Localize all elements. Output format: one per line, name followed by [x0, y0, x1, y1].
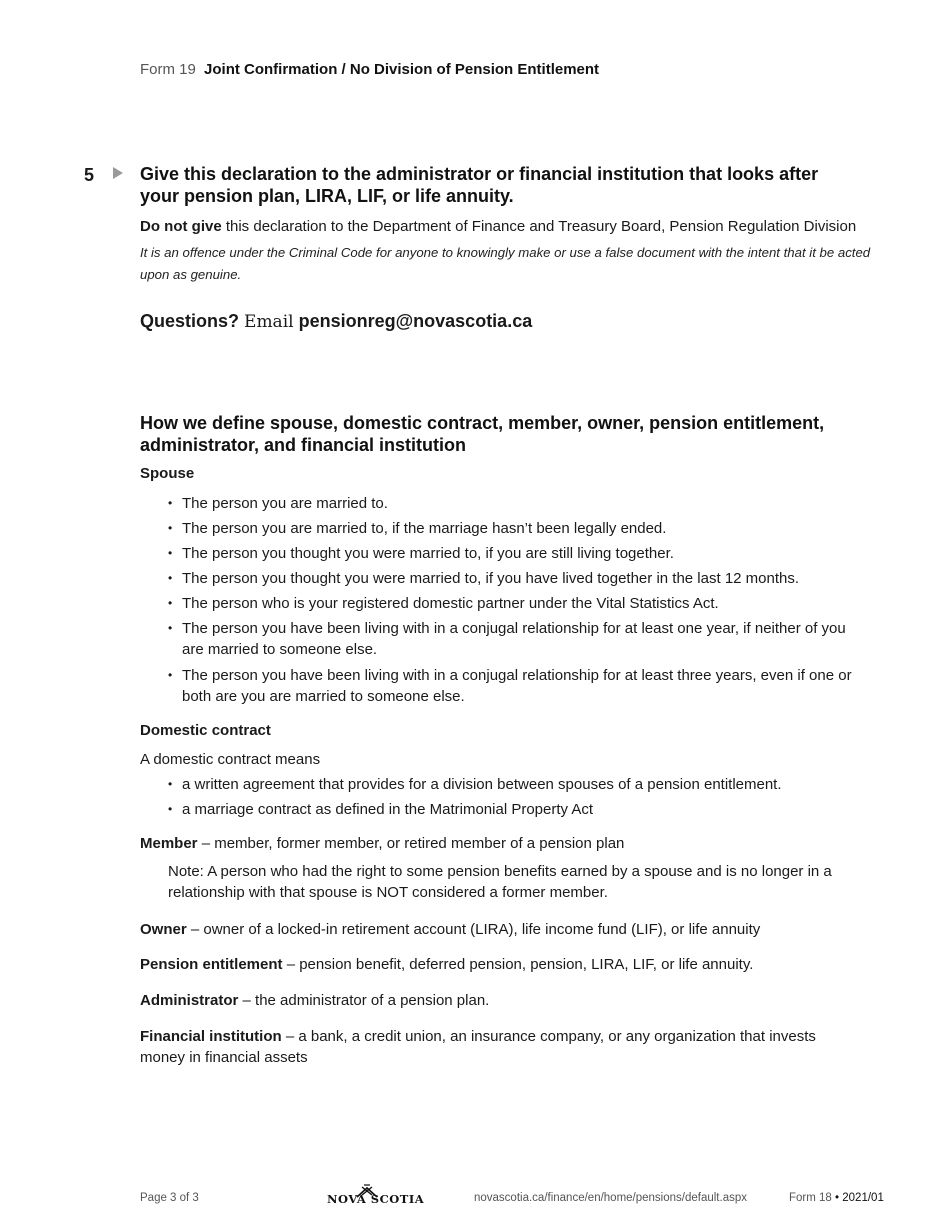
spouse-title: Spouse: [140, 465, 195, 482]
administrator-text: – the administrator of a pension plan.: [238, 992, 490, 1009]
definitions-heading: How we define spouse, domestic contract, member, owner, pension entitlement, administrator, and financial institution: [140, 413, 825, 455]
form-title: Joint Confirmation / No Division of Pension Entitlement: [204, 61, 600, 78]
contact-email-link[interactable]: pensionreg@novascotia.ca: [298, 311, 533, 331]
domestic-contract-title: Domestic contract: [140, 722, 271, 739]
step-heading: Give this declaration to the administrator or financial institution that looks after your pension plan, LIRA, LIF, or life annuity.: [140, 164, 819, 206]
financial-institution-text: – a bank, a credit union, an insurance company, or any organization that invests money in financial assets: [140, 1028, 816, 1066]
footer-form: Form 18: [789, 1192, 832, 1204]
financial-institution-definition: [140, 1026, 860, 1068]
owner-definition: [140, 919, 880, 940]
nova-scotia-logo: [327, 1184, 425, 1206]
pension-entitlement-term: Pension entitlement: [140, 956, 283, 973]
logo-text: NOVA SCOTIA: [327, 1192, 425, 1206]
pension-entitlement-definition: [140, 954, 880, 975]
step-arrow-icon: [113, 167, 123, 179]
list-item: • a marriage contract as defined in the Matrimonial Property Act: [168, 799, 868, 820]
list-item: • The person you have been living with in a conjugal relationship for at least three years, even if one or both are you are married to someone else.: [168, 665, 868, 707]
domestic-contract-intro: A domestic contract means: [140, 751, 321, 768]
owner-term: Owner: [140, 921, 187, 938]
list-item: • a written agreement that provides for a division between spouses of a pension entitlement.: [168, 774, 868, 795]
administrator-term: Administrator: [140, 992, 239, 1009]
list-item: • The person you thought you were married to, if you are still living together.: [168, 543, 868, 564]
owner-text: – owner of a locked-in retirement account (LIRA), life income fund (LIF), or life annuity: [186, 921, 761, 938]
do-not-give-paragraph: [140, 217, 890, 237]
criminal-code-warning: It is an offence under the Criminal Code for anyone to knowingly make or use a false document with the intent that it be acted upon as genuine.: [140, 245, 871, 282]
spouse-list: [168, 493, 868, 707]
member-definition: [140, 833, 880, 854]
pension-entitlement-text: – pension benefit, deferred pension, pension, LIRA, LIF, or life annuity.: [282, 956, 754, 973]
financial-institution-term: Financial institution: [140, 1028, 282, 1045]
list-item: • The person who is your registered domestic partner under the Vital Statistics Act.: [168, 593, 868, 614]
member-term: Member: [140, 835, 198, 852]
form-header: [140, 61, 599, 78]
list-item: • The person you are married to.: [168, 493, 868, 514]
footer-url-link[interactable]: novascotia.ca/finance/en/home/pensions/default.aspx: [474, 1192, 747, 1204]
page-number: Page 3 of 3: [140, 1192, 199, 1204]
list-item: • The person you are married to, if the marriage hasn’t been legally ended.: [168, 518, 868, 539]
step-number: 5: [84, 165, 95, 185]
do-not-give-rest: this declaration to the Department of Finance and Treasury Board, Pension Regulation Division: [221, 218, 857, 235]
do-not-give-bold: Do not give: [140, 218, 222, 235]
form-number: Form 19: [140, 61, 196, 78]
list-item: • The person you thought you were married to, if you have lived together in the last 12 months.: [168, 568, 868, 589]
questions-line: [140, 311, 532, 332]
footer-separator: •: [835, 1192, 840, 1204]
member-text: – member, former member, or retired member of a pension plan: [197, 835, 625, 852]
email-label: Email: [244, 312, 294, 332]
list-item: • The person you have been living with in a conjugal relationship for at least one year, if neither of you are married to someone else.: [168, 618, 868, 660]
footer-form-info: [789, 1192, 884, 1204]
domestic-contract-list: [168, 774, 868, 820]
administrator-definition: [140, 990, 880, 1011]
member-note: Note: A person who had the right to some pension benefits earned by a spouse and is no longer in a relationship with that spouse is NOT considered a former member.: [168, 863, 832, 901]
questions-label: Questions?: [140, 311, 240, 331]
footer-year: 2021/01: [842, 1192, 884, 1204]
